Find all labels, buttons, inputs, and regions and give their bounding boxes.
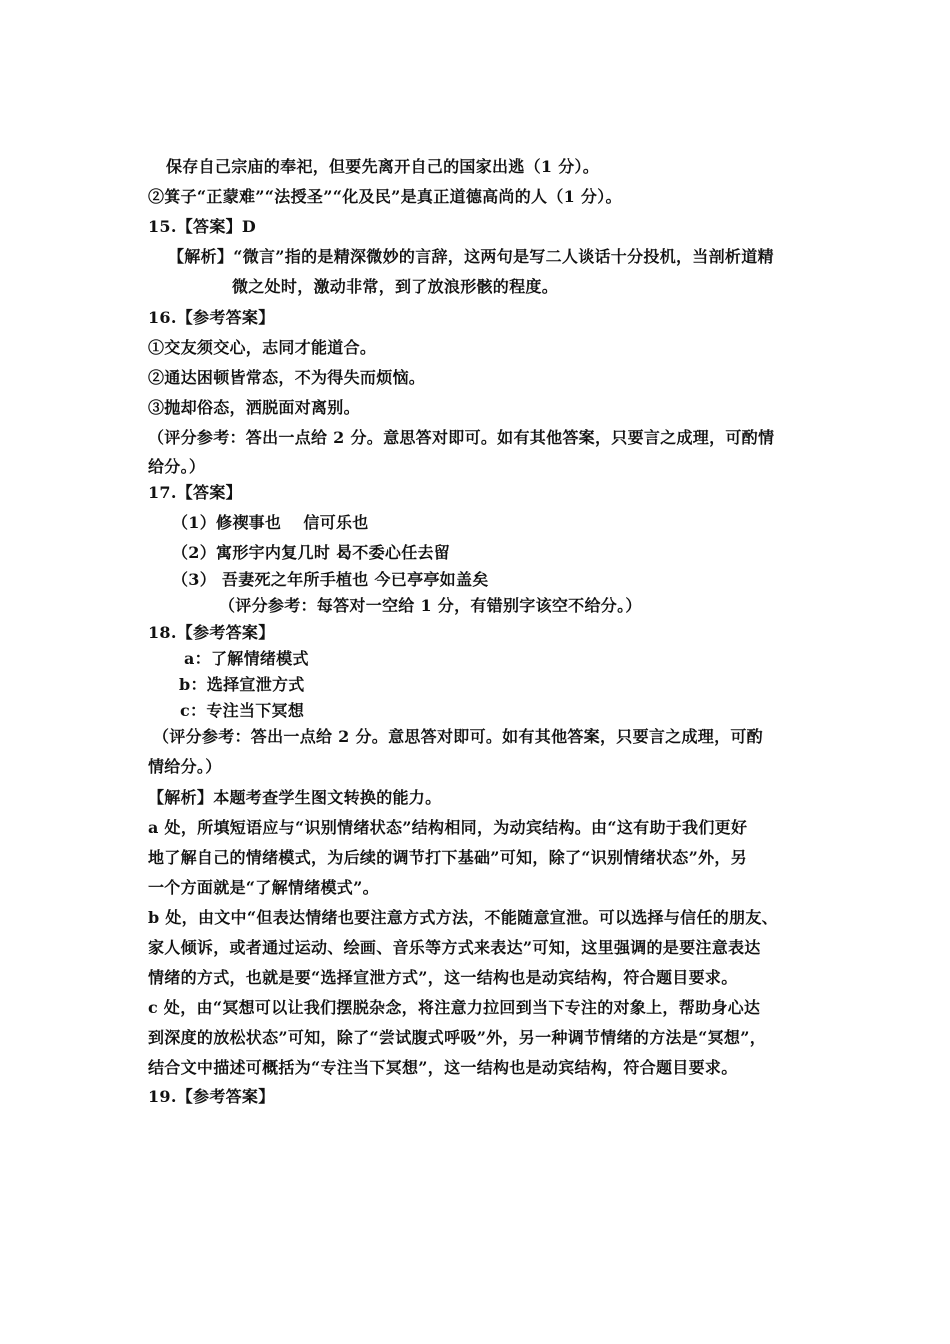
q15-analysis-line-1: 【解析】“微言”指的是精深微妙的言辞，这两句是写二人谈话十分投机，当剖析道精: [168, 247, 774, 266]
q18-para-b-line-2: 家人倾诉，或者通过运动、绘画、音乐等方式来表达”可知，这里强调的是要注意表达: [148, 938, 761, 957]
q18-item-b: b：选择宣泄方式: [179, 675, 305, 694]
q18-note-line-1: （评分参考：答出一点给 2 分。意思答对即可。如有其他答案，只要言之成理，可酌: [153, 727, 763, 746]
q18-para-b-line-3: 情绪的方式，也就是要“选择宣泄方式”，这一结构也是动宾结构，符合题目要求。: [148, 968, 738, 987]
q14-line-a: 保存自己宗庙的奉祀，但要先离开自己的国家出逃（1 分）。: [166, 157, 600, 176]
q17-item-1: （1）修禊事也 信可乐也: [172, 513, 369, 532]
q18-item-a: a：了解情绪模式: [184, 649, 309, 668]
q16-item-3: ③抛却俗态，洒脱面对离别。: [148, 398, 360, 417]
q15-heading: 15.【答案】D: [148, 217, 257, 236]
q18-heading: 18.【参考答案】: [148, 623, 275, 642]
q17-item-3: （3） 吾妻死之年所手植也 今已亭亭如盖矣: [172, 570, 489, 589]
q17-heading: 17.【答案】: [148, 483, 242, 502]
q18-para-c-line-2: 到深度的放松状态”可知，除了“尝试腹式呼吸”外，另一种调节情绪的方法是“冥想”，: [148, 1028, 767, 1047]
q18-para-c-line-3: 结合文中描述可概括为“专注当下冥想”，这一结构也是动宾结构，符合题目要求。: [148, 1058, 738, 1077]
q18-para-a-line-3: 一个方面就是“了解情绪模式”。: [148, 878, 379, 897]
q16-heading: 16.【参考答案】: [148, 308, 275, 327]
q16-note-line-2: 给分。）: [148, 457, 206, 476]
q18-item-c: c：专注当下冥想: [180, 701, 305, 720]
q14-line-b: ②箕子“正蒙难”“法授圣”“化及民”是真正道德高尚的人（1 分）。: [148, 187, 622, 206]
q18-analysis-title: 【解析】本题考查学生图文转换的能力。: [148, 788, 442, 807]
q17-note: （评分参考：每答对一空给 1 分，有错别字该空不给分。）: [219, 596, 642, 615]
q18-para-a-line-1: a 处，所填短语应与“识别情绪状态”结构相同，为动宾结构。由“这有助于我们更好: [148, 818, 748, 837]
q18-para-b-line-1: b 处，由文中“但表达情绪也要注意方式方法，不能随意宣泄。可以选择与信任的朋友、: [148, 908, 778, 927]
q17-item-2: （2）寓形宇内复几时 曷不委心任去留: [172, 543, 451, 562]
q19-heading: 19.【参考答案】: [148, 1087, 275, 1106]
q18-note-line-2: 情给分。）: [148, 757, 222, 776]
q18-para-a-line-2: 地了解自己的情绪模式，为后续的调节打下基础”可知，除了“识别情绪状态”外，另: [148, 848, 748, 867]
q18-para-c-line-1: c 处，由“冥想可以让我们摆脱杂念，将注意力拉回到当下专注的对象上，帮助身心达: [148, 998, 761, 1017]
q16-note-line-1: （评分参考：答出一点给 2 分。意思答对即可。如有其他答案，只要言之成理，可酌情: [148, 428, 775, 447]
q16-item-1: ①交友须交心，志同才能道合。: [148, 338, 377, 357]
q15-analysis-line-2: 微之处时，激动非常，到了放浪形骸的程度。: [232, 277, 559, 296]
q16-item-2: ②通达困顿皆常态，不为得失而烦恼。: [148, 368, 426, 387]
